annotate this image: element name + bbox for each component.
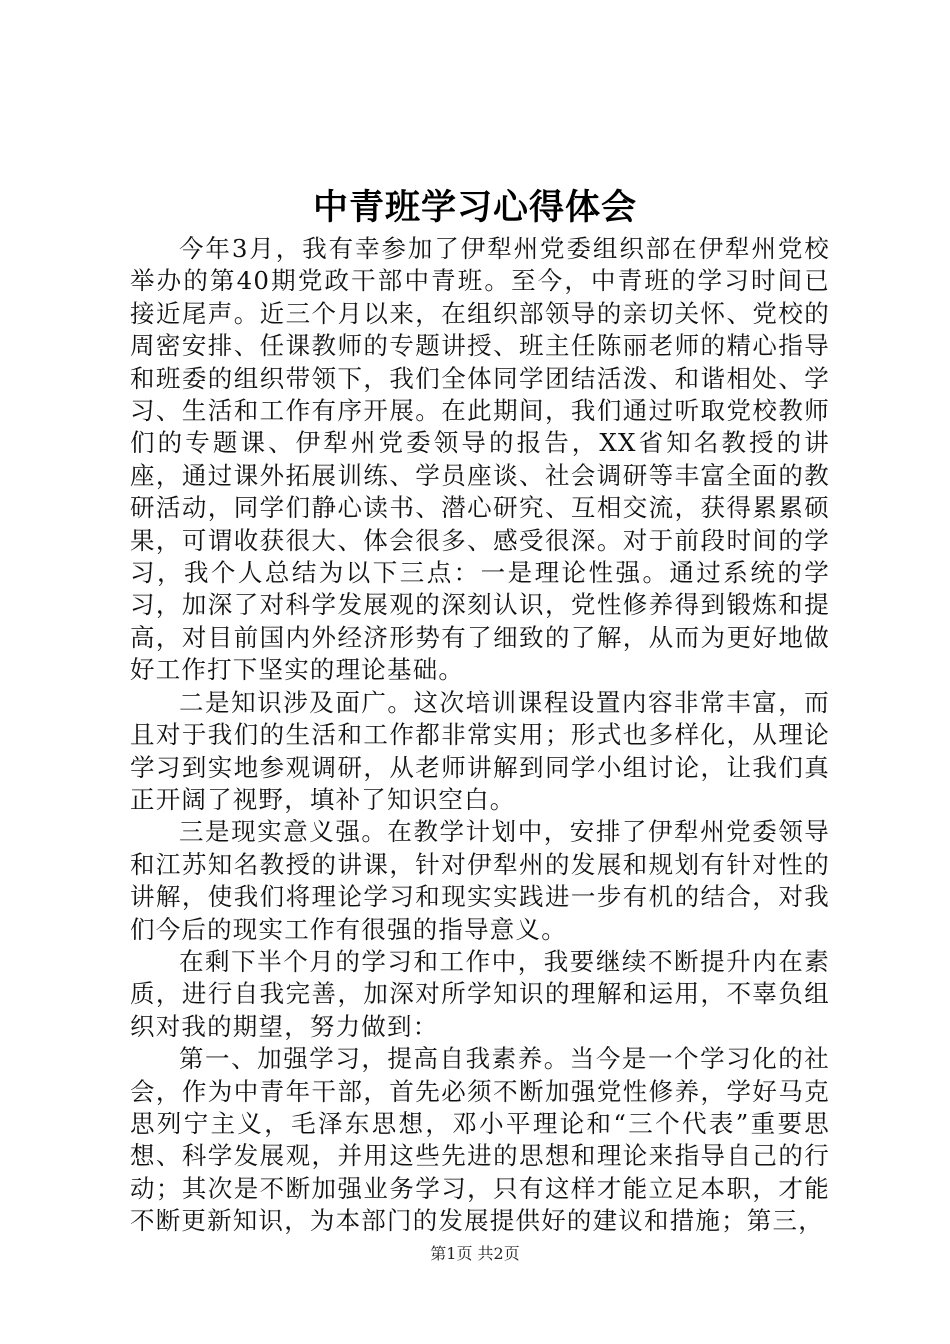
paragraph-2: 二是知识涉及面广。这次培训课程设置内容非常丰富，而且对于我们的生活和工作都非常实用；形式也多样化，从理论学习到实地参观调研，从老师讲解到同学小组讨论，让我们真正开阔了视野，填补了知识空白。 — [130, 687, 830, 814]
page-number-footer: 第1页 共2页 — [430, 1244, 520, 1263]
paragraph-4: 在剩下半个月的学习和工作中，我要继续不断提升内在素质，进行自我完善，加深对所学知识的理解和运用，不辜负组织对我的期望，努力做到： — [130, 946, 830, 1041]
paragraph-1: 今年3月，我有幸参加了伊犁州党委组织部在伊犁州党校举办的第40期党政干部中青班。至今，中青班的学习时间已接近尾声。近三个月以来，在组织部领导的亲切关怀、党校的周密安排、任课教师的专题讲授、班主任陈丽老师的精心指导和班委的组织带领下，我们全体同学团结活泼、和谐相处、学习、生活和工作有序开展。在此期间，我们通过听取党校教师们的专题课、伊犁州党委领导的报告，XX省知名教授的讲座，通过课外拓展训练、学员座谈、社会调研等丰富全面的教研活动，同学们静心读书、潜心研究、互相交流，获得累累硕果，可谓收获很大、体会很多、感受很深。对于前段时间的学习，我个人总结为以下三点：一是理论性强。通过系统的学习，加深了对科学发展观的深刻认识，党性修养得到锻炼和提高，对目前国内外经济形势有了细致的了解，从而为更好地做好工作打下坚实的理论基础。 — [130, 234, 830, 685]
document-title: 中青班学习心得体会 — [312, 187, 637, 228]
document-body — [130, 233, 830, 1238]
paragraph-3: 三是现实意义强。在教学计划中，安排了伊犁州党委领导和江苏知名教授的讲课，针对伊犁州的发展和规划有针对性的讲解，使我们将理论学习和现实实践进一步有机的结合，对我们今后的现实工作有很强的指导意义。 — [130, 817, 830, 944]
paragraph-5: 第一、加强学习，提高自我素养。当今是一个学习化的社会，作为中青年干部，首先必须不断加强党性修养，学好马克思列宁主义，毛泽东思想，邓小平理论和“三个代表”重要思想、科学发展观，并用这些先进的思想和理论来指导自己的行动；其次是不断加强业务学习，只有这样才能立足本职，才能不断更新知识，为本部门的发展提供好的建议和措施；第三， — [130, 1044, 830, 1236]
